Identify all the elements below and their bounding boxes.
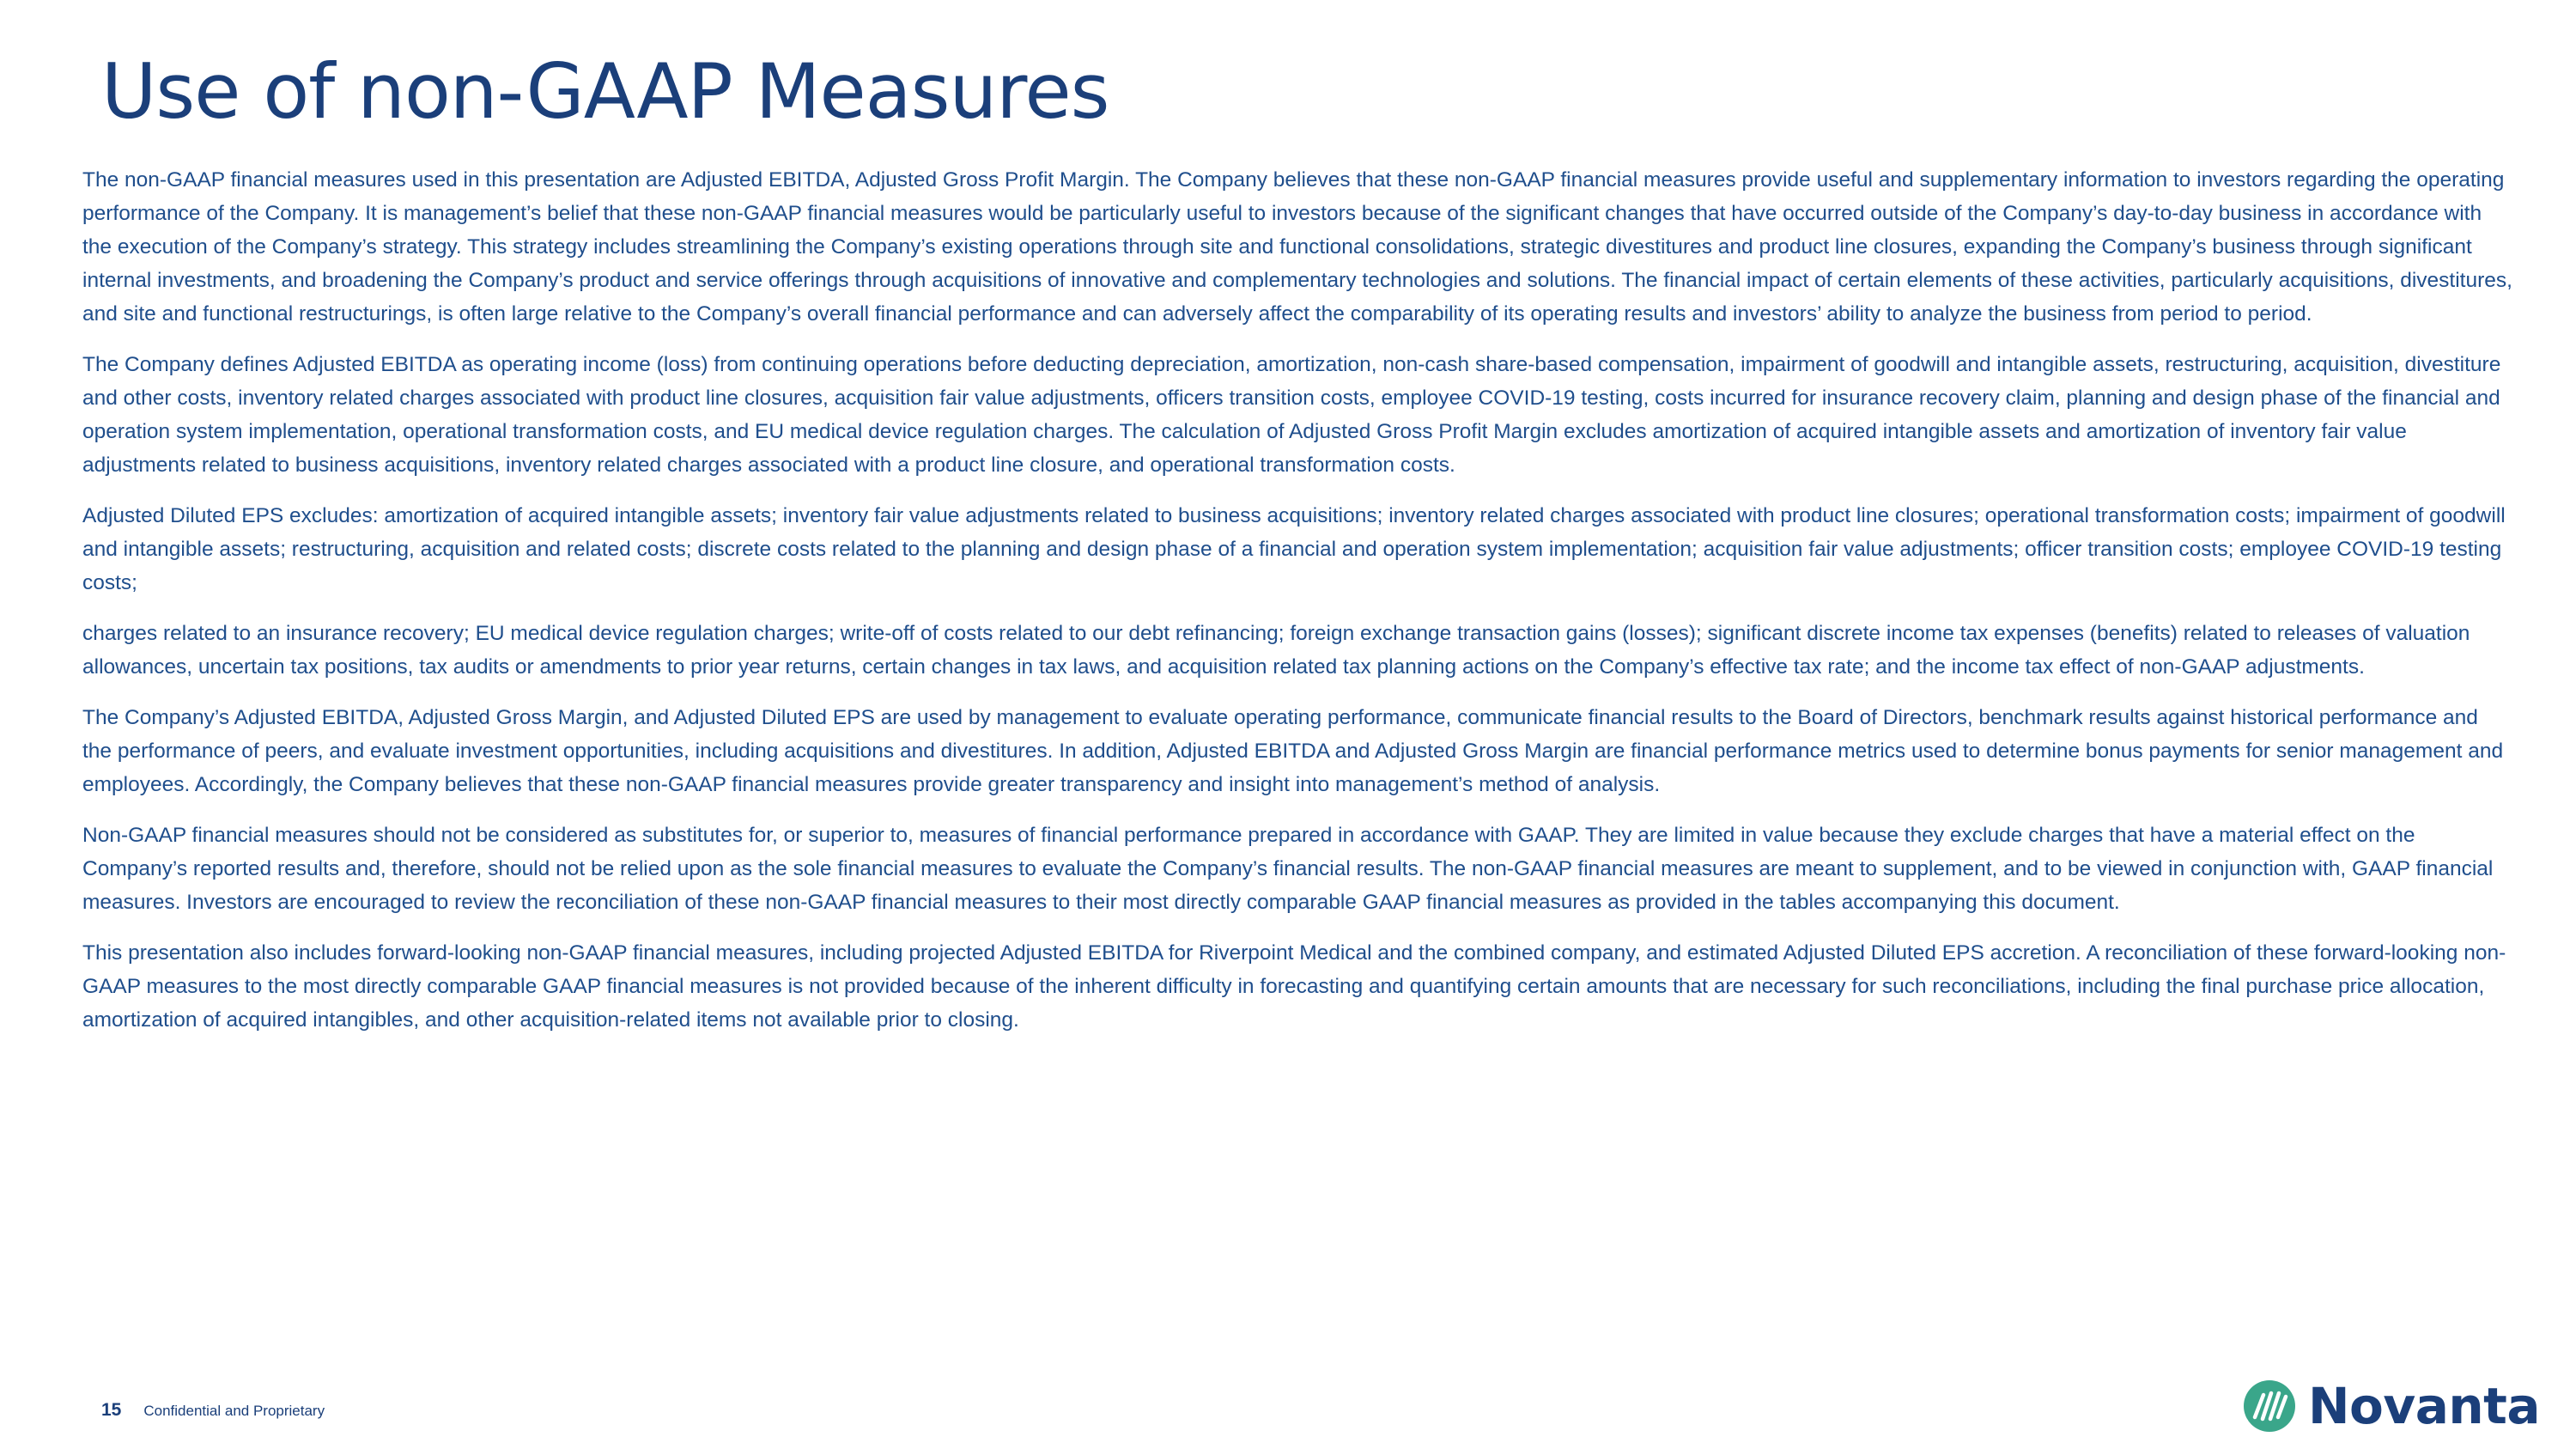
novanta-logo-icon bbox=[2243, 1379, 2296, 1433]
novanta-wordmark: Novanta bbox=[2308, 1377, 2540, 1435]
paragraph-non-gaap-intro: The non-GAAP financial measures used in this presentation are Adjusted EBITDA, Adjusted Gross Profit Margin. The Company believes that these non-GAAP financial measures provide useful and supplementary information to investors regarding the operating performance of the Company. It is management’s belief that these non-GAAP financial measures would be particularly useful to investors because of the significant changes that have occurred outside of the Company’s day-to-day business in accordance with the execution of the Company’s strategy. This strategy includes streamlining the Company’s existing operations through site and functional consolidations, strategic divestitures and product line closures, expanding the Company’s business through significant internal investments, and broadening the Company’s product and service offerings through acquisitions of innovative and complementary technologies and solutions. The financial impact of certain elements of these activities, particularly acquisitions, divestitures, and site and functional restructurings, is often large relative to the Company’s overall financial performance and can adversely affect the comparability of its operating results and investors’ ability to analyze the business from period to period. bbox=[82, 168, 2512, 326]
paragraph-management-use: The Company’s Adjusted EBITDA, Adjusted Gross Margin, and Adjusted Diluted EPS are used by management to evaluate operating performance, communicate financial results to the Board of Directors, benchmark results against historical performance and the performance of peers, and evaluate investment opportunities, including acquisitions and divestitures. In addition, Adjusted EBITDA and Adjusted Gross Margin are financial performance metrics used to determine bonus payments for senior management and employees. Accordingly, the Company believes that these non-GAAP financial measures provide greater transparency and insight into management’s method of analysis. bbox=[82, 706, 2504, 796]
paragraph-eps-exclusions-continued: charges related to an insurance recovery; EU medical device regulation charges; write-off of costs related to our debt refinancing; foreign exchange transaction gains (losses); significant discrete income tax expenses (benefits) related to releases of valuation allowances, uncertain tax positions, tax audits or amendments to prior year returns, certain changes in tax laws, and acquisition related tax planning actions on the Company’s effective tax rate; and the income tax effect of non-GAAP adjustments. bbox=[82, 622, 2470, 679]
footer bbox=[101, 1400, 325, 1421]
paragraph-adjusted-ebitda-definition: The Company defines Adjusted EBITDA as operating income (loss) from continuing operations before deducting depreciation, amortization, non-cash share-based compensation, impairment of goodwill and intangible assets, restructuring, acquisition, divestiture and other costs, inventory related charges associated with product line closures, acquisition fair value adjustments, officers transition costs, employee COVID-19 testing, costs incurred for insurance recovery claim, planning and design phase of the financial and operation system implementation, operational transformation costs, and EU medical device regulation charges. The calculation of Adjusted Gross Profit Margin excludes amortization of acquired intangible assets and amortization of inventory fair value adjustments related to business acquisitions, inventory related charges associated with a product line closure, and operational transformation costs. bbox=[82, 353, 2501, 477]
page-number: 15 bbox=[101, 1400, 122, 1420]
paragraph-not-substitutes: Non-GAAP financial measures should not be considered as substitutes for, or superior to, measures of financial performance prepared in accordance with GAAP. They are limited in value because they exclude charges that have a material effect on the Company’s reported results and, therefore, should not be relied upon as the sole financial measures to evaluate the Company’s financial results. The non-GAAP financial measures are meant to supplement, and to be viewed in conjunction with, GAAP financial measures. Investors are encouraged to review the reconciliation of these non-GAAP financial measures to their most directly comparable GAAP financial measures as provided in the tables accompanying this document. bbox=[82, 824, 2494, 914]
confidential-notice: Confidential and Proprietary bbox=[143, 1403, 325, 1419]
novanta-logo bbox=[2243, 1379, 2540, 1433]
slide-body bbox=[82, 163, 2512, 1054]
paragraph-adjusted-diluted-eps: Adjusted Diluted EPS excludes: amortization of acquired intangible assets; inventory fair value adjustments related to business acquisitions; inventory related charges associated with product line closures; operational transformation costs; impairment of goodwill and intangible assets; restructuring, acquisition and related costs; discrete costs related to the planning and design phase of a financial and operation system implementation; acquisition fair value adjustments; officer transition costs; employee COVID-19 testing costs; bbox=[82, 504, 2506, 594]
paragraph-forward-looking: This presentation also includes forward-looking non-GAAP financial measures, including projected Adjusted EBITDA for Riverpoint Medical and the combined company, and estimated Adjusted Diluted EPS accretion. A reconciliation of these forward-looking non-GAAP measures to the most directly comparable GAAP financial measures is not provided because of the inherent difficulty in forecasting and quantifying certain amounts that are necessary for such reconciliations, including the final purchase price allocation, amortization of acquired intangibles, and other acquisition-related items not available prior to closing. bbox=[82, 941, 2506, 1032]
page-title: Use of non-GAAP Measures bbox=[101, 47, 1109, 136]
